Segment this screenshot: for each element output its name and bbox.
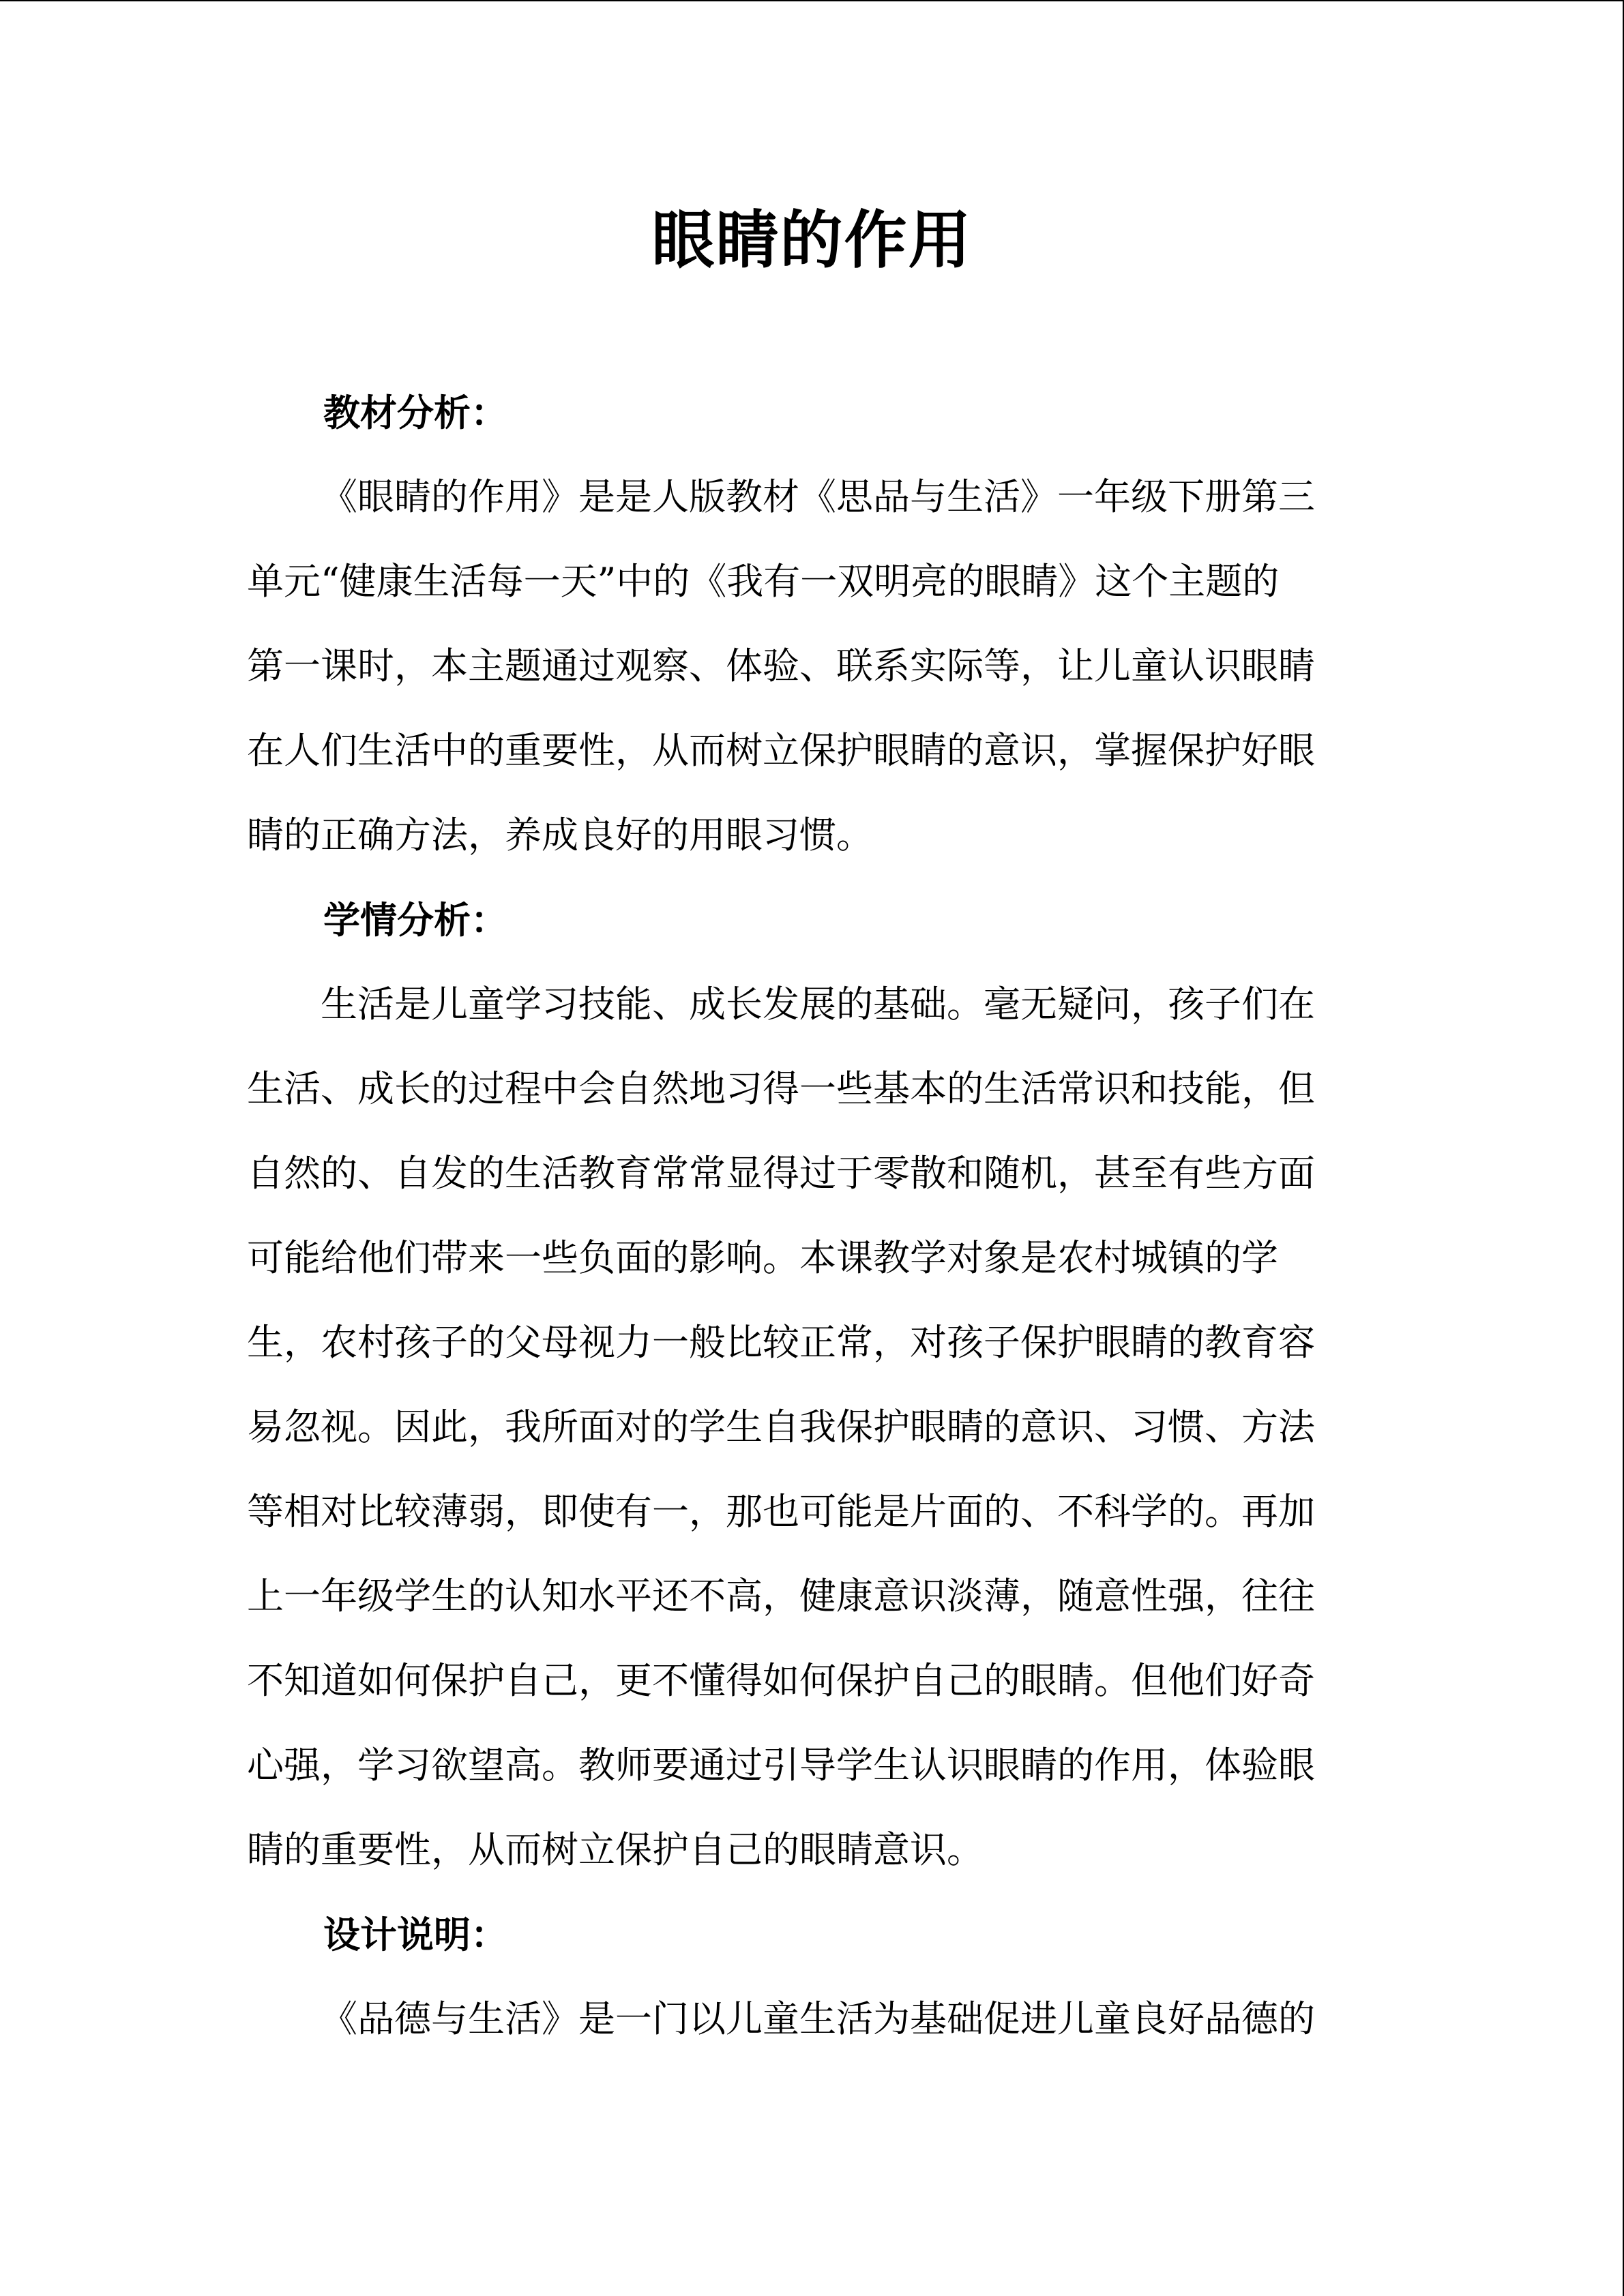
document-body <box>247 370 1355 2061</box>
paragraph-line: 生活是儿童学习技能、成长发展的基础。毫无疑问，孩子们在 <box>321 983 1315 1026</box>
section-heading: 学情分析： <box>323 898 507 942</box>
paragraph-line: 《品德与生活》是一门以儿童生活为基础促进儿童良好品德的 <box>321 1997 1315 2040</box>
paragraph-line: 可能给他们带来一些负面的影响。本课教学对象是农村城镇的学 <box>247 1236 1278 1279</box>
paragraph-line: 第一课时，本主题通过观察、体验、联系实际等，让儿童认识眼睛 <box>247 644 1315 687</box>
paragraph-line: 生，农村孩子的父母视力一般比较正常，对孩子保护眼睛的教育容 <box>247 1321 1315 1364</box>
paragraph-line: 等相对比较薄弱，即使有一，那也可能是片面的、不科学的。再加 <box>247 1490 1315 1533</box>
section-textbook-analysis <box>247 370 1355 878</box>
section-heading: 设计说明： <box>323 1913 507 1956</box>
paragraph-line: 不知道如何保护自己，更不懂得如何保护自己的眼睛。但他们好奇 <box>247 1659 1315 1702</box>
section-learner-analysis <box>247 878 1355 1892</box>
paragraph-line: 睛的重要性，从而树立保护自己的眼睛意识。 <box>247 1828 984 1871</box>
paragraph-line: 睛的正确方法，养成良好的用眼习惯。 <box>247 814 873 856</box>
paragraph-line: 上一年级学生的认知水平还不高，健康意识淡薄，随意性强，往往 <box>247 1575 1315 1617</box>
paragraph-line: 在人们生活中的重要性，从而树立保护眼睛的意识，掌握保护好眼 <box>247 729 1315 772</box>
section-design-notes <box>247 1892 1355 2061</box>
paragraph-line: 易忽视。因此，我所面对的学生自我保护眼睛的意识、习惯、方法 <box>247 1405 1315 1448</box>
paragraph-line: 心强，学习欲望高。教师要通过引导学生认识眼睛的作用，体验眼 <box>247 1744 1315 1787</box>
section-heading: 教材分析： <box>323 391 507 434</box>
paragraph-line: 自然的、自发的生活教育常常显得过于零散和随机，甚至有些方面 <box>247 1152 1315 1195</box>
page-title: 眼睛的作用 <box>651 203 973 277</box>
paragraph-line: 生活、成长的过程中会自然地习得一些基本的生活常识和技能，但 <box>247 1067 1315 1110</box>
paragraph-line: 《眼睛的作用》是是人版教材《思品与生活》一年级下册第三 <box>321 475 1315 518</box>
paragraph-line: 单元“健康生活每一天”中的《我有一双明亮的眼睛》这个主题的 <box>247 560 1280 603</box>
